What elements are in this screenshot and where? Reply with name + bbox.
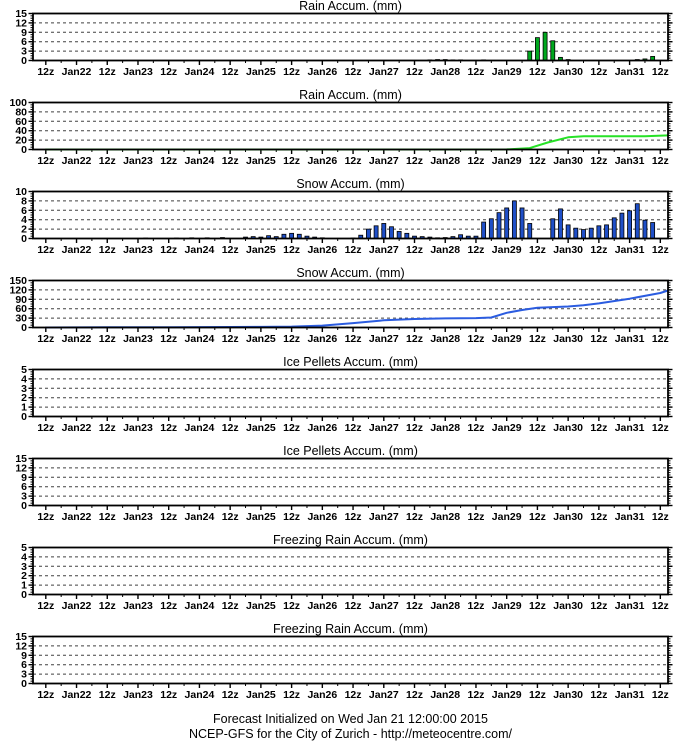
y-tick-label: 40 [15,125,27,138]
x-tick-label: 12z [344,244,362,256]
x-tick-label: Jan22 [61,66,92,78]
y-axis [21,542,672,601]
x-tick-label: 12z [221,422,239,434]
y-tick-label: 0 [21,589,27,601]
bar [489,219,493,239]
x-tick-label: Jan25 [245,244,276,256]
x-tick-label: 12z [160,600,178,612]
x-tick-label: 12z [37,155,55,167]
x-tick-label: 12z [160,333,178,345]
y-tick-label: 4 [21,214,27,227]
x-tick-label: Jan24 [184,244,215,256]
x-tick-label: 12z [283,600,301,612]
bar [366,229,370,238]
bar [651,223,655,239]
panel-rain-accum [0,89,679,178]
x-axis [37,595,668,613]
y-tick-label: 9 [21,471,27,484]
bar [528,223,532,238]
y-tick-label: 3 [21,560,27,573]
x-tick-label: Jan26 [307,155,338,167]
chart-footer [0,712,679,742]
x-axis [37,684,668,702]
x-tick-label: Jan30 [553,422,584,434]
bar [389,227,393,239]
bar [551,219,555,239]
bar [512,201,516,239]
x-axis [37,417,668,435]
gridlines [33,557,668,585]
y-tick-label: 2 [21,223,27,236]
x-tick-label: 12z [98,66,116,78]
x-tick-label: 12z [37,66,55,78]
x-tick-label: 12z [406,66,423,78]
x-axis [37,239,668,257]
y-tick-label: 0 [21,500,27,512]
x-tick-label: 12z [651,600,669,612]
x-tick-label: 12z [528,244,546,256]
y-tick-label: 12 [15,640,27,653]
x-tick-label: 12z [467,155,485,167]
x-tick-label: 12z [406,511,423,523]
x-tick-label: 12z [98,600,116,612]
y-tick-label: 6 [21,204,27,217]
x-tick-label: 12z [283,66,301,78]
x-tick-label: 12z [98,155,116,167]
y-axis [9,97,672,156]
y-tick-label: 0 [21,233,27,245]
gridlines [33,290,668,318]
x-tick-label: 12z [344,155,362,167]
x-tick-label: 12z [406,422,423,434]
x-tick-label: Jan29 [491,244,522,256]
x-tick-label: 12z [528,66,546,78]
rain-accum-series [46,135,668,149]
x-tick-label: Jan27 [368,689,399,701]
x-tick-label: Jan24 [184,689,215,701]
y-tick-label: 15 [15,8,27,20]
x-tick-label: Jan28 [430,511,461,523]
y-tick-label: 80 [15,106,27,119]
panel-ice-pellets-accum [0,445,679,534]
footer-source-text: NCEP-GFS for the City of Zurich - http://meteocentre.com/ [188,727,513,741]
plot-border [33,637,668,684]
x-tick-label: 12z [283,333,301,345]
y-tick-label: 5 [21,542,27,554]
x-tick-label: 12z [651,422,669,434]
x-tick-label: Jan31 [614,422,645,434]
x-tick-label: Jan22 [61,333,92,345]
y-tick-label: 12 [15,17,27,30]
x-tick-label: Jan23 [123,155,153,167]
x-tick-label: 12z [528,333,546,345]
y-tick-label: 6 [21,659,27,672]
y-tick-label: 100 [9,97,27,109]
y-tick-label: 3 [21,490,27,503]
x-tick-label: 12z [344,600,362,612]
x-tick-label: 12z [283,511,301,523]
bar [382,223,386,238]
x-tick-label: 12z [221,689,239,701]
panel-rain-3h [0,0,679,89]
x-tick-label: 12z [98,422,116,434]
y-tick-label: 6 [21,481,27,494]
x-tick-label: 12z [651,333,669,345]
plot-border [33,14,668,61]
plot-border [33,459,668,506]
y-tick-label: 2 [21,570,27,583]
x-tick-label: 12z [37,511,55,523]
x-tick-label: Jan22 [61,689,92,701]
x-tick-label: 12z [467,689,485,701]
x-tick-label: 12z [160,689,178,701]
x-tick-label: Jan29 [491,422,522,434]
x-tick-label: 12z [590,422,608,434]
x-tick-label: Jan30 [553,155,584,167]
x-tick-label: Jan27 [368,422,399,434]
x-tick-label: Jan30 [553,600,584,612]
y-tick-label: 3 [21,45,27,58]
x-tick-label: Jan27 [368,244,399,256]
x-tick-label: Jan28 [430,422,461,434]
bar [543,32,547,60]
bar [374,226,378,239]
x-tick-label: 12z [467,422,485,434]
x-tick-label: Jan26 [307,600,338,612]
x-tick-label: Jan31 [614,689,645,701]
x-tick-label: 12z [467,511,485,523]
x-tick-label: 12z [221,600,239,612]
x-tick-label: Jan23 [123,333,153,345]
bar [505,208,509,239]
chart-title: Ice Pellets Accum. (mm) [283,356,418,369]
panel-freezing-rain-accum [0,623,679,712]
accum-line [46,135,668,149]
x-tick-label: Jan24 [184,155,215,167]
bar [612,218,616,239]
bar [397,231,401,238]
y-tick-label: 0 [21,411,27,423]
x-axis [37,328,668,346]
y-tick-label: 60 [15,303,27,316]
x-tick-label: Jan25 [245,66,276,78]
bar [643,220,647,238]
y-tick-label: 20 [15,134,27,147]
x-tick-label: 12z [98,511,116,523]
x-tick-label: Jan31 [614,155,645,167]
x-tick-label: Jan29 [491,66,522,78]
y-tick-label: 6 [21,36,27,49]
y-axis [15,453,672,512]
chart-title: Rain Accum. (mm) [299,0,402,13]
x-tick-label: 12z [467,66,485,78]
x-tick-label: Jan23 [123,422,153,434]
x-tick-label: Jan25 [245,600,276,612]
bar [566,225,570,239]
y-tick-label: 15 [15,453,27,465]
x-tick-label: Jan26 [307,66,338,78]
y-axis [15,631,672,690]
x-tick-label: Jan29 [491,689,522,701]
x-tick-label: Jan23 [123,511,153,523]
x-tick-label: Jan24 [184,333,215,345]
chart-title: Rain Accum. (mm) [299,89,402,102]
chart-title: Freezing Rain Accum. (mm) [273,534,428,547]
x-tick-label: Jan25 [245,333,276,345]
x-tick-label: Jan28 [430,244,461,256]
bar [535,38,539,61]
x-tick-label: 12z [651,244,669,256]
x-tick-label: 12z [590,511,608,523]
x-tick-label: 12z [528,155,546,167]
bar [520,208,524,239]
y-tick-label: 60 [15,115,27,128]
bar [528,51,532,60]
y-tick-label: 9 [21,649,27,662]
x-tick-label: 12z [98,244,116,256]
x-tick-label: 12z [221,244,239,256]
x-tick-label: Jan30 [553,689,584,701]
x-tick-label: Jan22 [61,422,92,434]
y-tick-label: 0 [21,322,27,334]
x-axis [37,506,668,524]
bar [597,226,601,239]
x-tick-label: 12z [590,155,608,167]
rain-3h-series [428,32,655,60]
gridlines [33,201,668,229]
y-axis [21,364,672,423]
x-tick-label: 12z [98,333,116,345]
x-tick-label: 12z [528,689,546,701]
bar [605,225,609,239]
x-tick-label: 12z [406,244,423,256]
plot-border [33,370,668,417]
x-tick-label: Jan27 [368,600,399,612]
x-tick-label: Jan26 [307,333,338,345]
x-tick-label: 12z [160,66,178,78]
x-tick-label: Jan31 [614,333,645,345]
chart-title: Snow Accum. (mm) [296,267,405,280]
y-axis [9,275,672,334]
gridlines [33,646,668,674]
bar [497,213,501,239]
panel-snow-accum [0,267,679,356]
x-tick-label: Jan30 [553,511,584,523]
x-tick-label: 12z [406,600,423,612]
y-tick-label: 30 [15,312,27,325]
y-tick-label: 90 [15,293,27,306]
x-tick-label: Jan27 [368,333,399,345]
x-tick-label: Jan29 [491,155,522,167]
x-tick-label: Jan25 [245,511,276,523]
x-tick-label: Jan31 [614,600,645,612]
x-tick-label: Jan28 [430,66,461,78]
bar [635,204,639,239]
panel-freezing-rain-3h [0,534,679,623]
bar [620,213,624,238]
x-tick-label: 12z [344,333,362,345]
panel-ice-pellets-3h [0,356,679,445]
y-tick-label: 15 [15,631,27,643]
x-tick-label: 12z [528,511,546,523]
plot-border [33,281,668,328]
x-tick-label: Jan22 [61,244,92,256]
x-tick-label: 12z [283,689,301,701]
x-tick-label: 12z [406,155,423,167]
x-tick-label: Jan25 [245,155,276,167]
bar [628,211,632,239]
x-tick-label: 12z [160,422,178,434]
x-tick-label: 12z [37,333,55,345]
y-tick-label: 9 [21,26,27,39]
x-tick-label: Jan26 [307,244,338,256]
gridlines [33,468,668,496]
x-tick-label: Jan28 [430,689,461,701]
x-tick-label: Jan23 [123,66,153,78]
y-tick-label: 10 [15,186,27,198]
y-tick-label: 12 [15,462,27,475]
x-tick-label: 12z [590,689,608,701]
x-tick-label: 12z [651,155,669,167]
x-tick-label: Jan31 [614,66,645,78]
plot-border [33,548,668,595]
bar [482,222,486,238]
x-tick-label: 12z [344,66,362,78]
x-tick-label: 12z [467,600,485,612]
x-tick-label: 12z [590,600,608,612]
x-tick-label: Jan27 [368,511,399,523]
x-tick-label: 12z [651,511,669,523]
x-tick-label: Jan23 [123,244,153,256]
plot-border [33,103,668,150]
x-tick-label: 12z [221,333,239,345]
x-tick-label: 12z [283,244,301,256]
y-tick-label: 1 [21,401,27,414]
x-tick-label: 12z [528,422,546,434]
x-tick-label: Jan27 [368,155,399,167]
x-tick-label: 12z [528,600,546,612]
x-tick-label: 12z [344,689,362,701]
x-tick-label: Jan25 [245,422,276,434]
x-tick-label: Jan24 [184,66,215,78]
x-tick-label: Jan22 [61,600,92,612]
y-tick-label: 0 [21,678,27,690]
x-tick-label: Jan23 [123,689,153,701]
x-tick-label: 12z [344,422,362,434]
x-tick-label: 12z [221,155,239,167]
x-tick-label: Jan28 [430,333,461,345]
x-tick-label: 12z [590,244,608,256]
x-tick-label: 12z [37,600,55,612]
x-tick-label: 12z [651,66,669,78]
bar [551,41,555,61]
footer-forecast-init-text: Forecast Initialized on Wed Jan 21 12:00:00 2015 [213,712,488,726]
panel-snow-3h [0,178,679,267]
y-tick-label: 120 [9,284,27,297]
x-tick-label: 12z [221,66,239,78]
x-tick-label: Jan30 [553,244,584,256]
y-tick-label: 0 [21,144,27,156]
y-tick-label: 4 [21,551,27,564]
y-tick-label: 150 [9,275,27,287]
x-tick-label: Jan22 [61,155,92,167]
y-axis [15,8,672,67]
x-tick-label: 12z [283,422,301,434]
x-tick-label: 12z [160,511,178,523]
gridlines [33,379,668,407]
x-axis [37,61,668,79]
y-tick-label: 0 [21,55,27,67]
x-tick-label: 12z [406,333,423,345]
x-tick-label: Jan26 [307,689,338,701]
y-tick-label: 1 [21,579,27,592]
x-tick-label: Jan25 [245,689,276,701]
bar [574,228,578,238]
x-tick-label: Jan26 [307,422,338,434]
x-tick-label: Jan24 [184,600,215,612]
gridlines [33,23,668,51]
x-tick-label: 12z [37,422,55,434]
x-tick-label: 12z [160,244,178,256]
x-tick-label: 12z [467,244,485,256]
x-tick-label: Jan29 [491,333,522,345]
x-axis [37,150,668,168]
x-tick-label: 12z [406,689,423,701]
x-tick-label: 12z [37,689,55,701]
x-tick-label: Jan24 [184,511,215,523]
x-tick-label: Jan22 [61,511,92,523]
x-tick-label: 12z [160,155,178,167]
x-tick-label: 12z [283,155,301,167]
chart-title: Ice Pellets Accum. (mm) [283,445,418,458]
gridlines [33,112,668,140]
x-tick-label: Jan26 [307,511,338,523]
bar [582,230,586,239]
y-tick-label: 8 [21,195,27,208]
x-tick-label: Jan29 [491,511,522,523]
x-tick-label: Jan24 [184,422,215,434]
x-tick-label: Jan28 [430,600,461,612]
x-tick-label: Jan30 [553,333,584,345]
x-tick-label: Jan30 [553,66,584,78]
x-tick-label: 12z [221,511,239,523]
x-tick-label: Jan27 [368,66,399,78]
y-tick-label: 3 [21,668,27,681]
plot-border [33,192,668,239]
x-tick-label: Jan29 [491,600,522,612]
y-tick-label: 2 [21,392,27,405]
y-tick-label: 4 [21,373,27,386]
x-tick-label: 12z [590,66,608,78]
x-tick-label: Jan31 [614,244,645,256]
x-tick-label: 12z [651,689,669,701]
x-tick-label: Jan28 [430,155,461,167]
bar [589,228,593,238]
x-tick-label: Jan23 [123,600,153,612]
x-tick-label: 12z [344,511,362,523]
y-tick-label: 3 [21,382,27,395]
x-tick-label: Jan31 [614,511,645,523]
x-tick-label: 12z [590,333,608,345]
bar [558,209,562,239]
chart-title: Freezing Rain Accum. (mm) [273,623,428,636]
x-tick-label: 12z [37,244,55,256]
x-tick-label: 12z [98,689,116,701]
chart-title: Snow Accum. (mm) [296,178,405,191]
y-tick-label: 5 [21,364,27,376]
x-tick-label: 12z [467,333,485,345]
